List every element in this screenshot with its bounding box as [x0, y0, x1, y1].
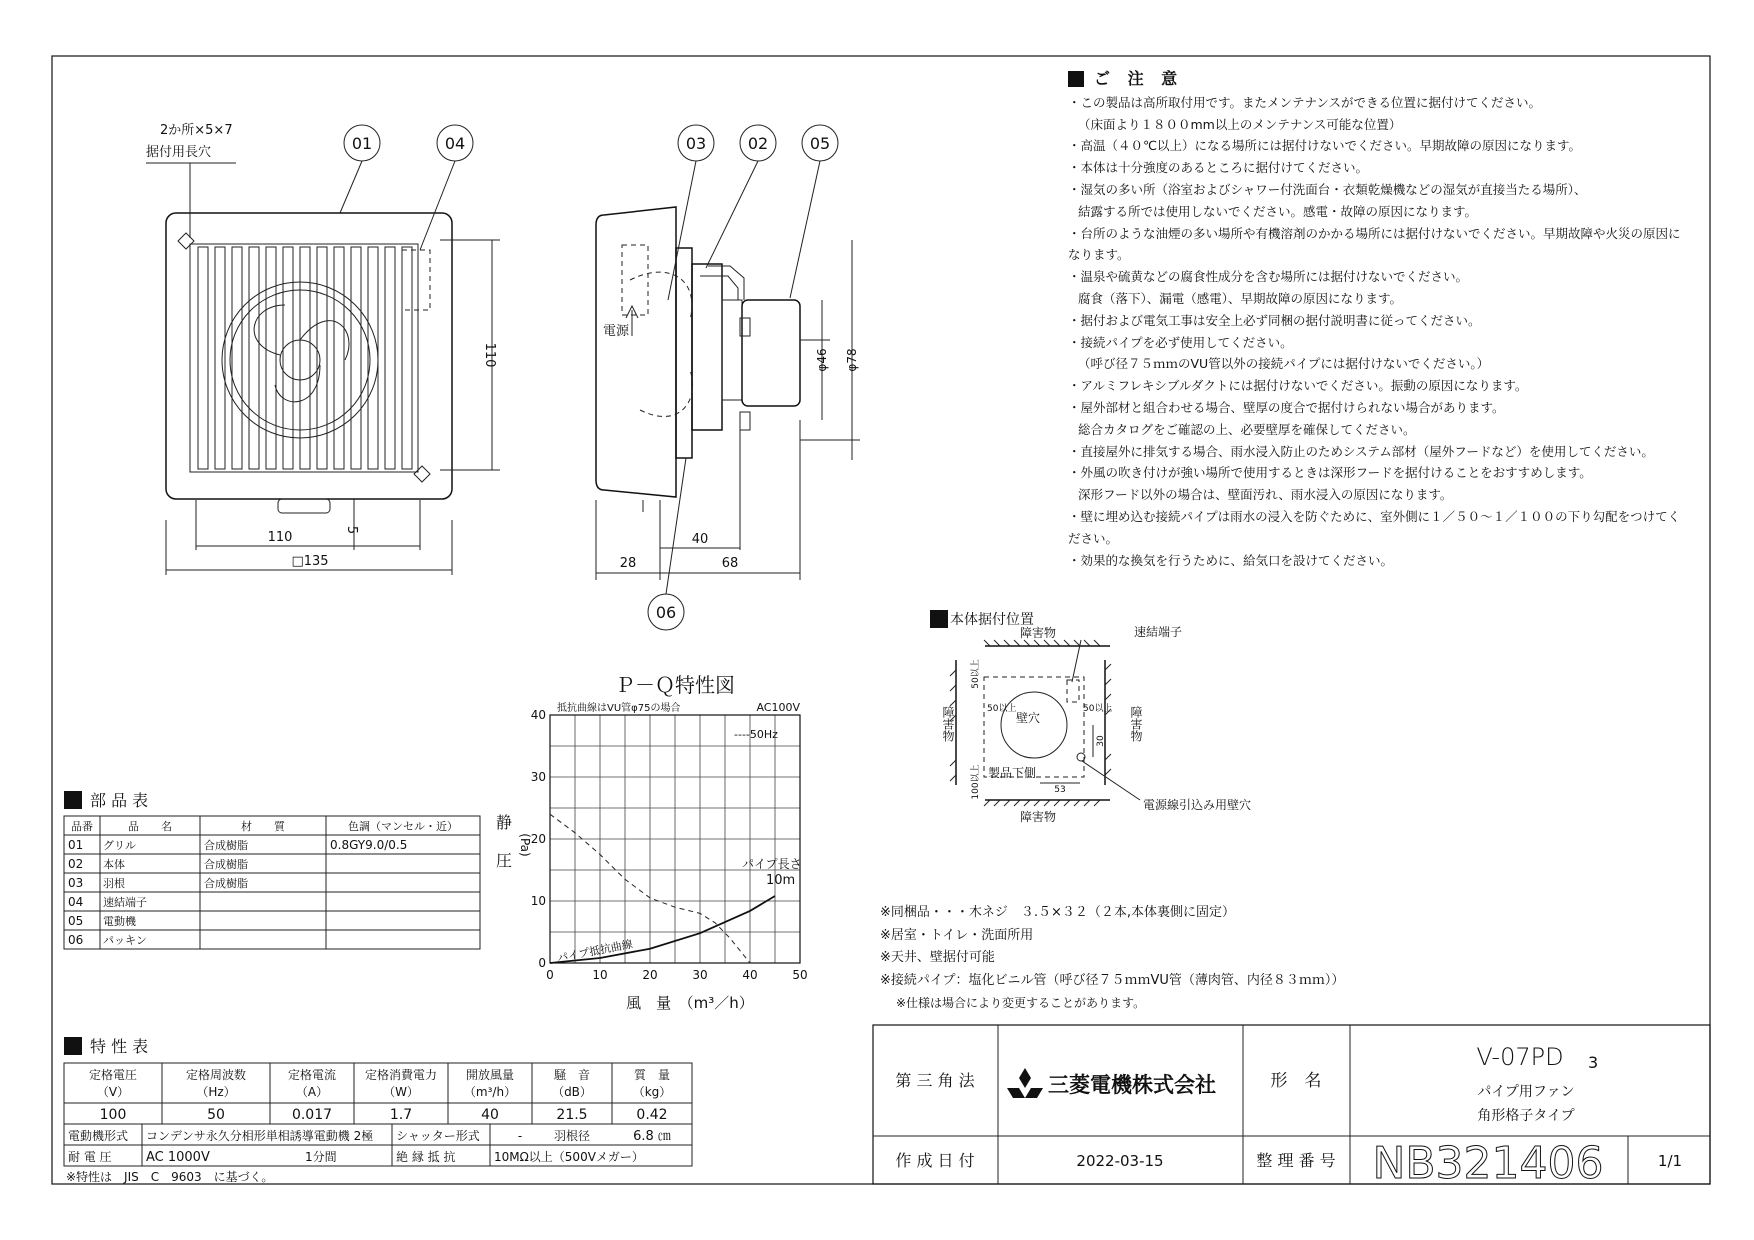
- callout-03: 03: [685, 134, 707, 153]
- spec-motor-label: 電動機形式: [68, 1129, 129, 1143]
- chart-note-left: 抵抗曲線はVU管φ75の場合: [557, 703, 681, 714]
- note-line: ・湿気の多い所（浴室およびシャワー付洗面台・衣類乾燥機などの湿気が直接当たる場所）、: [1068, 181, 1587, 197]
- chart-note-right: AC100V: [756, 701, 800, 714]
- note-line: ・接続パイプを必ず使用してください。: [1068, 334, 1293, 350]
- spec-h-voltage-1: 定格電圧: [88, 1068, 138, 1082]
- parts-row-02-name: 本体: [103, 858, 125, 871]
- model-label: 形 名: [1270, 1071, 1322, 1091]
- parts-row-02-no: 02: [68, 857, 84, 871]
- spec-h-freq-1: 定格周波数: [185, 1068, 247, 1082]
- annotation-pipe-length: パイプ長さ: [742, 857, 802, 871]
- dim-135: □135: [291, 554, 329, 569]
- chart-grid: [550, 715, 800, 963]
- install-100: 100以上: [971, 764, 981, 800]
- callout-04: 04: [444, 134, 466, 153]
- dim-78: φ78: [845, 348, 859, 372]
- spec-voltage-value: AC 1000V: [146, 1150, 210, 1165]
- parts-row-06-name: パッキン: [103, 934, 147, 947]
- note-line: 総合カタログをご確認の上、必要壁厚を確保してください。: [1078, 421, 1416, 437]
- spec-motor-value: コンデンサ永久分相形単相誘導電動機 2極: [146, 1129, 374, 1143]
- parts-header-color: 色調（マンセル・近）: [348, 820, 458, 833]
- caution-title-row: [1068, 68, 1688, 90]
- y-tick-label: 20: [530, 832, 546, 846]
- model-suffix: 3: [1588, 1053, 1599, 1072]
- parts-row-01-no: 01: [68, 838, 84, 852]
- parts-table-title: 部 品 表: [90, 791, 149, 810]
- spec-v-current: 0.017: [291, 1107, 333, 1123]
- install-power-hole: 電源線引込み用壁穴: [1143, 798, 1252, 812]
- parts-row-03-material: 合成樹脂: [204, 877, 248, 890]
- spec-voltage-time: 1分間: [305, 1150, 337, 1164]
- install-30: 30: [1096, 735, 1106, 747]
- parts-row-01-material: 合成樹脂: [204, 839, 248, 852]
- annotation-pipe-curve: パイプ抵抗曲線: [556, 937, 634, 965]
- spec-h-power-1: 定格消費電力: [364, 1068, 438, 1082]
- parts-row-01-color: 0.8GY9.0/0.5: [330, 838, 408, 852]
- spec-h-current-1: 定格電流: [287, 1068, 337, 1082]
- chart-ylabel-1: 静: [495, 813, 513, 832]
- note-line: ・この製品は高所取付用です。またメンテナンスができる位置に据付けてください。: [1068, 94, 1542, 110]
- install-obstacle-top: 障害物: [1019, 626, 1057, 640]
- parts-row-05-name: 電動機: [103, 915, 136, 928]
- dim-46: φ46: [815, 348, 829, 372]
- note-line: ・屋外部材と組合わせる場合、壁厚の度合で据付けられない場合があります。: [1068, 399, 1505, 415]
- drawing-number: NB321406: [1372, 1138, 1604, 1189]
- spec-shutter-label: シャッター形式: [396, 1129, 480, 1143]
- note-line: ・アルミフレキシブルダクトには据付けないでください。振動の原因になります。: [1068, 378, 1528, 394]
- spec-note: ※居室・トイレ・洗面所用: [880, 927, 1034, 943]
- date-label: 作 成 日 付: [895, 1151, 975, 1170]
- chart-ylabel-3: 圧: [495, 851, 513, 870]
- spec-table: [64, 1037, 692, 1184]
- y-tick-label: 10: [530, 894, 546, 908]
- install-title: 本体据付位置: [950, 612, 1034, 628]
- spec-v-voltage: 100: [99, 1107, 127, 1123]
- install-obstacle-right: 障害物: [1129, 706, 1143, 742]
- install-53: 53: [1054, 785, 1066, 795]
- spec-blade-value: 6.8 ㎝: [633, 1129, 671, 1144]
- spec-notes: [880, 902, 1344, 1015]
- callout-06: 06: [655, 603, 677, 622]
- install-obstacle-bottom: 障害物: [1019, 810, 1057, 824]
- spec-h-mass-1: 質 量: [633, 1068, 671, 1082]
- sheet-number: 1/1: [1657, 1152, 1683, 1170]
- spec-h-noise-2: （dB）: [552, 1085, 592, 1099]
- dim-68: 68: [721, 556, 739, 571]
- projection-label: 第 三 角 法: [895, 1071, 975, 1090]
- spec-note: ※同梱品・・・木ネジ ３.５×３２（２本,本体裏側に固定）: [880, 905, 1236, 920]
- pq-chart: [496, 673, 808, 1012]
- spec-voltage-label: 耐 電 圧: [68, 1150, 112, 1164]
- model-desc-1: パイプ用ファン: [1477, 1084, 1575, 1100]
- spec-h-voltage-2: （V）: [96, 1085, 130, 1099]
- x-tick-label: 30: [692, 968, 708, 982]
- parts-row-01-name: グリル: [103, 839, 136, 852]
- spec-v-airflow: 40: [481, 1107, 499, 1123]
- note-line: ・外風の吹き付けが強い場所で使用するときは深形フードを据付けることをおすすめします。: [1068, 465, 1592, 481]
- company-name: 三菱電機株式会社: [1048, 1073, 1216, 1097]
- parts-header-material: 材 質: [241, 820, 285, 833]
- install-obstacle-left: 障害物: [941, 706, 955, 742]
- install-connector: 速結端子: [1134, 625, 1183, 639]
- callout-05: 05: [809, 134, 831, 153]
- spec-change-note: ※仕様は場合により変更することがあります。: [896, 996, 1146, 1010]
- parts-header-name: 品 名: [128, 820, 172, 833]
- spec-insulation-label: 絶 縁 抵 抗: [396, 1150, 456, 1164]
- callout-01: 01: [351, 134, 373, 153]
- note-line: ・温泉や硫黄などの腐食性成分を含む場所には据付けないでください。: [1068, 269, 1469, 285]
- mitsubishi-logo: [1007, 1068, 1043, 1098]
- callout-02: 02: [747, 134, 769, 153]
- x-tick-label: 20: [642, 968, 658, 982]
- spec-insulation-value: 10MΩ以上（500Vメガー）: [494, 1150, 644, 1164]
- chart-legend: ----50Hz: [734, 728, 778, 741]
- dim-110-horizontal: 110: [267, 530, 293, 545]
- spec-table-title: 特 性 表: [90, 1037, 149, 1056]
- front-view: [146, 123, 500, 575]
- model-desc-2: 角形格子タイプ: [1477, 1108, 1575, 1124]
- parts-row-05-no: 05: [68, 914, 84, 928]
- model-number: V-07PD: [1476, 1043, 1564, 1071]
- install-wall-hole: 壁穴: [1016, 711, 1041, 725]
- parts-row-04-name: 速結端子: [103, 896, 147, 909]
- spec-v-freq: 50: [207, 1107, 225, 1123]
- note-line: （床面より１８００mm以上のメンテナンス可能な位置）: [1078, 116, 1402, 132]
- spec-v-power: 1.7: [389, 1107, 413, 1123]
- spec-blade-label: 羽根径: [553, 1129, 591, 1143]
- power-label: 電源: [603, 324, 630, 339]
- spec-note: ※天井、壁据付可能: [880, 950, 995, 965]
- note-line: ・据付および電気工事は安全上必ず同梱の据付説明書に従ってください。: [1068, 312, 1481, 328]
- number-label: 整 理 番 号: [1256, 1151, 1336, 1170]
- note-line: （呼び径７５ｍｍのVU管以外の接続パイプには据付けないでください。）: [1078, 356, 1490, 372]
- note-line: ・効果的な換気を行うために、給気口を設けてください。: [1068, 552, 1394, 568]
- parts-header-no: 品番: [71, 820, 93, 833]
- install-position: [930, 610, 1251, 824]
- spec-footnote: ※特性は JIS C 9603 に基づく。: [66, 1170, 274, 1184]
- chart-title: Ｐ－Ｑ特性図: [615, 673, 735, 697]
- hole-note-count: 2か所×5×7: [160, 123, 233, 138]
- note-line: ・高温（４０℃以上）になる場所には据付けないでください。早期故障の原因になります。: [1068, 138, 1582, 154]
- dim-28: 28: [619, 556, 637, 571]
- caution-notes: [1068, 68, 1688, 571]
- spec-h-noise-1: 騒 音: [553, 1068, 591, 1082]
- parts-row-02-material: 合成樹脂: [204, 858, 248, 871]
- dim-5: 5: [344, 525, 359, 535]
- caution-title: ご 注 意: [1094, 69, 1184, 88]
- annotation-10m: 10m: [766, 873, 796, 888]
- install-50-top: 50以上: [971, 659, 981, 689]
- date-value: 2022-03-15: [1076, 1152, 1164, 1170]
- y-tick-label: 0: [538, 956, 546, 970]
- x-tick-label: 40: [742, 968, 758, 982]
- dim-110-vertical: 110: [482, 342, 497, 368]
- chart-xlabel: 風 量 （m³／h）: [626, 994, 754, 1012]
- parts-table: [64, 791, 480, 949]
- title-block: [873, 1025, 1710, 1189]
- spec-h-airflow-2: （m³/h）: [463, 1085, 517, 1099]
- note-line: 深形フード以外の場合は、壁面汚れ、雨水浸入の原因になります。: [1078, 487, 1453, 503]
- note-line: 結露する所では使用しないでください。感電・故障の原因になります。: [1078, 203, 1478, 219]
- note-line: 腐食（落下）、漏電（感電）、早期故障の原因になります。: [1078, 290, 1403, 306]
- spec-h-mass-2: （kg）: [632, 1085, 672, 1099]
- spec-h-power-2: （W）: [383, 1085, 419, 1099]
- parts-row-03-no: 03: [68, 876, 84, 890]
- y-tick-label: 40: [530, 708, 546, 722]
- y-tick-label: 30: [530, 770, 546, 784]
- chart-ylabel-2: (Pa): [518, 833, 532, 857]
- spec-v-mass: 0.42: [636, 1107, 668, 1123]
- note-line: ・直接屋外に排気する場合、雨水浸入防止のためシステム部材（屋外フードなど）を使用してください。: [1068, 443, 1654, 459]
- spec-h-current-2: （A）: [295, 1085, 329, 1099]
- install-product-bottom: 製品下側: [988, 766, 1037, 780]
- spec-v-noise: 21.5: [556, 1107, 588, 1123]
- parts-row-06-no: 06: [68, 933, 84, 947]
- hole-note-desc: 据付用長穴: [146, 145, 212, 160]
- install-50-left: 50以上: [987, 704, 1017, 714]
- x-tick-label: 10: [592, 968, 608, 982]
- spec-shutter-value: -: [517, 1129, 523, 1143]
- install-50-right: 50以上: [1083, 704, 1113, 714]
- caution-square-icon: [1068, 71, 1084, 87]
- spec-note: ※接続パイプ：塩化ビニル管（呼び径７５ｍｍVU管（薄肉管、内径８３ｍｍ））: [880, 972, 1345, 988]
- x-tick-label: 50: [792, 968, 808, 982]
- note-line: ・本体は十分強度のあるところに据付けてください。: [1068, 160, 1369, 176]
- parts-row-04-no: 04: [68, 895, 84, 909]
- note-line: ・壁に埋め込む接続パイプは雨水の浸入を防ぐために、室外側に１／５０～１／１００の下り勾配をつけてください。: [1068, 508, 1681, 546]
- dim-40: 40: [691, 532, 709, 547]
- spec-h-airflow-1: 開放風量: [465, 1068, 515, 1082]
- side-view: [596, 125, 860, 630]
- chart-ticks: [531, 708, 808, 982]
- note-line: ・台所のような油煙の多い場所や有機溶剤のかかる場所には据付けないでください。早期故障や火災の原因になります。: [1068, 225, 1681, 263]
- x-tick-label: 0: [546, 968, 554, 982]
- spec-h-freq-2: （Hz）: [196, 1085, 236, 1099]
- parts-row-03-name: 羽根: [103, 877, 125, 890]
